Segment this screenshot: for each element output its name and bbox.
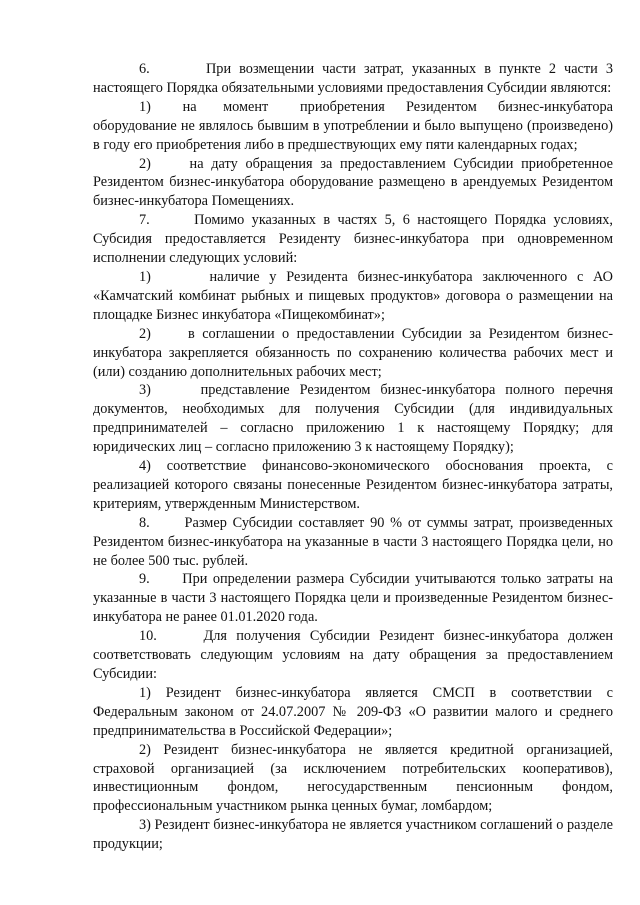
paragraph-7-item-2: 2) в соглашении о предоставлении Субсидии за Резидентом бизнес-инкубатора закрепляется обязанность по сохранению количества рабочих мест и (или) созданию дополнительных рабочих мест; xyxy=(93,325,613,380)
paragraph-7-item-3: 3) представление Резидентом бизнес-инкубатора полного перечня документов, необходимых для получения Субсидии (для индивидуальных предпринимателей – согласно приложению 1 к настоящему Порядку; для юридических лиц – согласно приложению 3 к настоящему Порядку); xyxy=(93,382,613,456)
paragraph-6-item-1: 1) на момент приобретения Резидентом бизнес-инкубатора оборудование не являлось бывшим в употреблении и было выпущено (произведено) в году его приобретения либо в предшествующих ему пяти календарных годах; xyxy=(93,98,613,153)
paragraph-10-item-1: 1) Резидент бизнес-инкубатора является СМСП в соответствии с Федеральным законом от 24.07.2007 № 209-ФЗ «О развитии малого и среднего предпринимательства в Российской Федерации»; xyxy=(93,684,613,739)
paragraph-8: 8. Размер Субсидии составляет 90 % от суммы затрат, произведенных Резидентом бизнес-инкубатора на указанные в части 3 настоящего Порядка цели, но не более 500 тыс. рублей. xyxy=(93,514,613,569)
paragraph-7: 7. Помимо указанных в частях 5, 6 настоящего Порядка условиях, Субсидия предоставляется Резиденту бизнес-инкубатора при одновременном исполнении следующих условий: xyxy=(93,212,613,267)
paragraph-6: 6. При возмещении части затрат, указанных в пункте 2 части 3 настоящего Порядка обязательными условиями предоставления Субсидии являются: xyxy=(93,61,613,96)
document-page xyxy=(93,60,613,854)
paragraph-10-item-2: 2) Резидент бизнес-инкубатора не является кредитной организацией, страховой организацией (за исключением потребительских кооперативов), инвестиционным фондом, негосударственным пенсионным фондом, профессиональным участником рынка ценных бумаг, ломбардом; xyxy=(93,741,613,815)
paragraph-7-item-1: 1) наличие у Резидента бизнес-инкубатора заключенного с АО «Камчатский комбинат рыбных и пищевых продуктов» договора о размещении на площадке Бизнес инкубатора «Пищекомбинат»; xyxy=(93,268,613,323)
paragraph-7-item-4: 4) соответствие финансово-экономического обоснования проекта, с реализацией которого связаны понесенные Резидентом бизнес-инкубатора затраты, критериям, утвержденным Министерством. xyxy=(93,458,613,512)
paragraph-10-item-3: 3) Резидент бизнес-инкубатора не является участником соглашений о разделе продукции; xyxy=(93,817,613,853)
paragraph-9: 9. При определении размера Субсидии учитываются только затраты на указанные в части 3 настоящего Порядка цели и произведенные Резидентом бизнес-инкубатора не ранее 01.01.2020 года. xyxy=(93,571,613,626)
paragraph-6-item-2: 2) на дату обращения за предоставлением Субсидии приобретенное Резидентом бизнес-инкубатора оборудование размещено в арендуемых Резидентом бизнес-инкубатора Помещениях. xyxy=(93,155,613,210)
paragraph-10: 10. Для получения Субсидии Резидент бизнес-инкубатора должен соответствовать следующим условиям на дату обращения за предоставлением Субсидии: xyxy=(93,628,613,682)
